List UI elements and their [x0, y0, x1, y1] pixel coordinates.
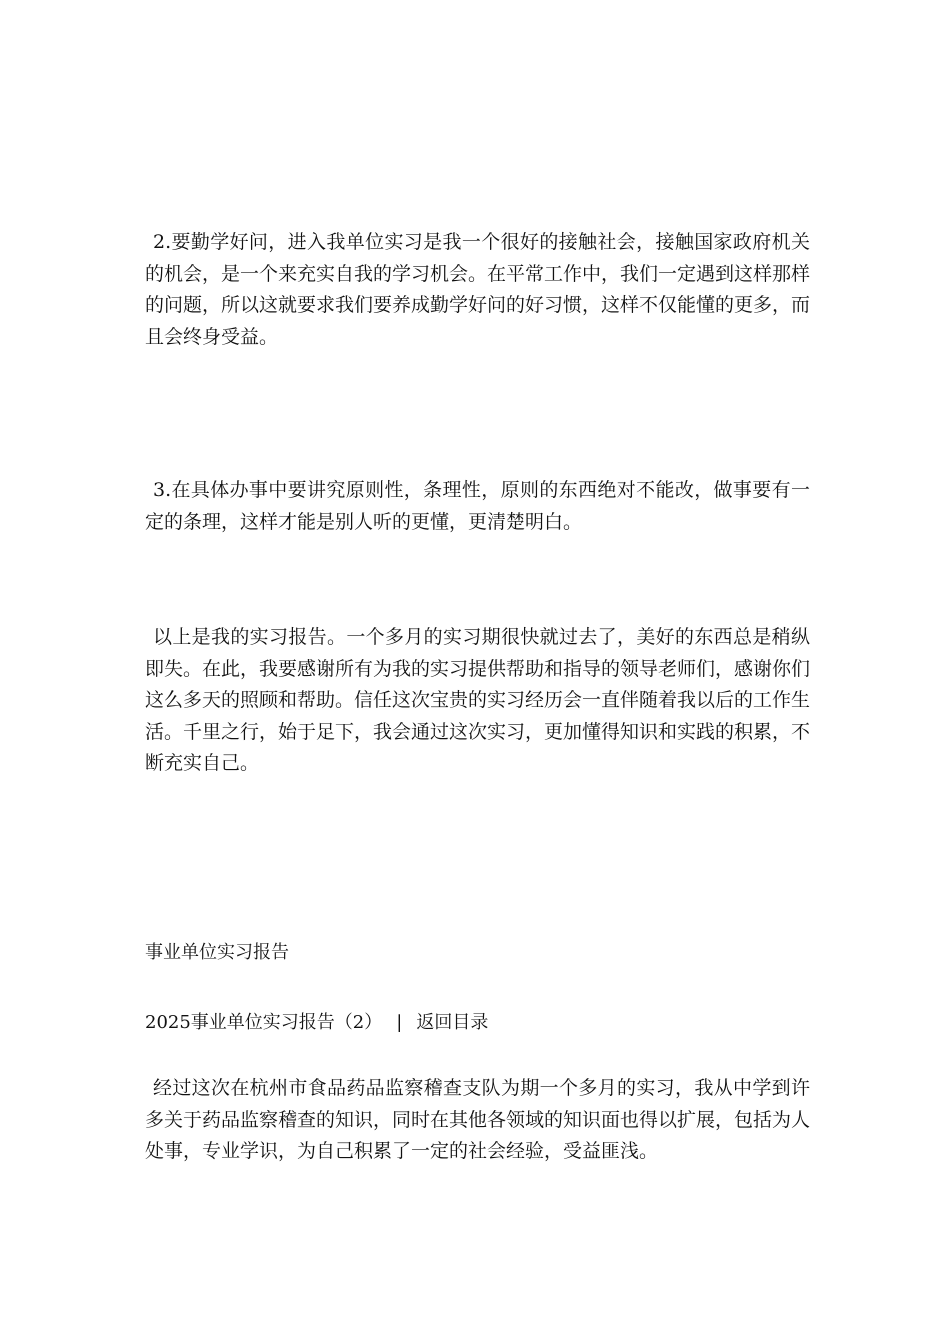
paragraph-study-diligently: 2.要勤学好问，进入我单位实习是我一个很好的接触社会，接触国家政府机关的机会，是一个来充实自我的学习机会。在平常工作中，我们一定遇到这样那样的问题，所以这就要求我们要养成勤学好问的好习惯，这样不仅能懂的更多，而且会终身受益。 — [145, 231, 811, 348]
article-title: 2025事业单位实习报告（2） — [145, 1012, 383, 1033]
paragraph-conclusion: 以上是我的实习报告。一个多月的实习期很快就过去了，美好的东西总是稍纵即失。在此，我要感谢所有为我的实习提供帮助和指导的领导老师们，感谢你们这么多天的照顾和帮助。信任这次宝贵的实习经历会一直伴随着我以后的工作生活。千里之行，始于足下，我会通过这次实习，更加懂得知识和实践的积累，不断充实自己。 — [145, 626, 811, 774]
back-to-contents-link[interactable]: 返回目录 — [416, 1012, 489, 1033]
nav-separator: | — [396, 1012, 403, 1033]
paragraph-principles: 3.在具体办事中要讲究原则性，条理性，原则的东西绝对不能改，做事要有一定的条理，这样才能是别人听的更懂，更清楚明白。 — [145, 479, 810, 533]
section-title: 事业单位实习报告 — [145, 942, 289, 963]
article-nav — [145, 1011, 488, 1035]
paragraph-internship-summary: 经过这次在杭州市食品药品监察稽查支队为期一个多月的实习，我从中学到许多关于药品监察稽查的知识，同时在其他各领域的知识面也得以扩展，包括为人处事，专业学识，为自己积累了一定的社会经验，受益匪浅。 — [145, 1077, 811, 1162]
